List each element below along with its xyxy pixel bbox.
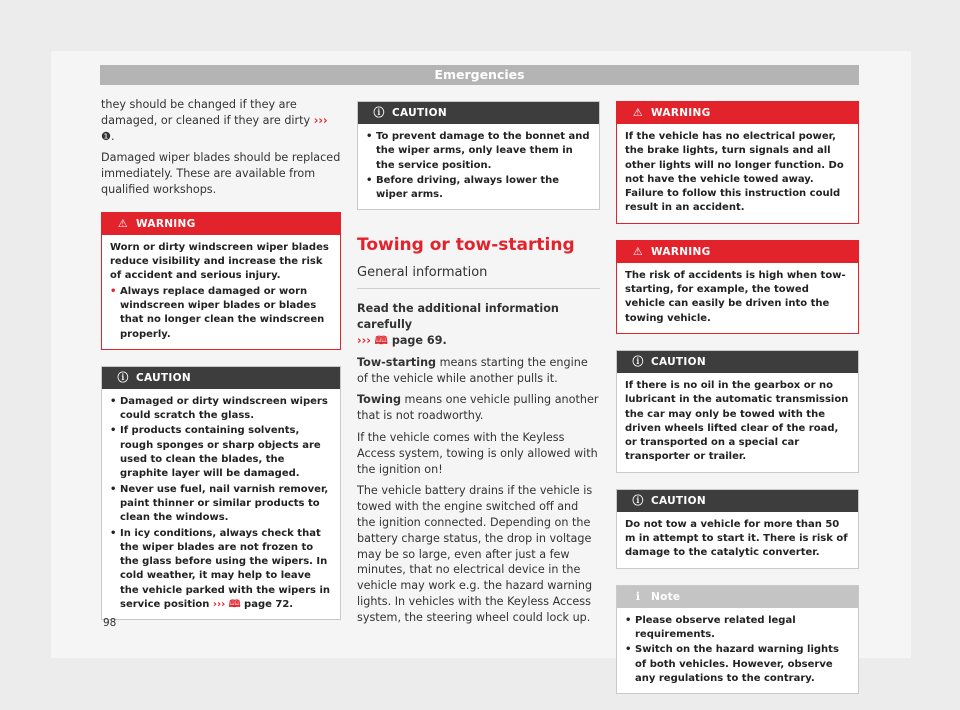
caution-header: ⓘ CAUTION	[102, 367, 340, 389]
note-header: ℹ Note	[617, 586, 858, 608]
caution-bullet: • Damaged or dirty windscreen wipers could scratch the glass.	[110, 395, 332, 424]
page-ref-link[interactable]: page 69	[391, 334, 443, 348]
warning-header: ⚠ WARNING	[617, 102, 858, 124]
section-title: Towing or tow-starting	[357, 235, 575, 256]
caution-circle-icon: ⓘ	[632, 354, 644, 368]
read-more: Read the additional information carefully ››› 🕮 page 69.	[357, 302, 559, 348]
page-ref-link[interactable]: page 72.	[244, 599, 294, 611]
caution-header: ⓘ CAUTION	[617, 351, 858, 373]
arrow-icon: ›››	[313, 113, 328, 127]
caution-bullet: • In icy conditions, always check that the wiper blades are not frozen to the glass before using the wipers. In cold weather, it may help to leave the vehicle parked with the wipers in service position ››› 🕮 page 72.	[110, 527, 332, 613]
column-1	[101, 97, 341, 636]
arrow-icon: ›››	[357, 334, 371, 348]
warning-header: ⚠ WARNING	[102, 213, 340, 235]
column-3	[616, 101, 859, 710]
paragraph: Damaged wiper blades should be replaced immediately. These are available from qualified workshops.	[101, 151, 341, 196]
caution-header: ⓘ CAUTION	[617, 490, 858, 512]
caution-bullet: • If products containing solvents, rough sponges or sharp objects are used to clean the blades, the graphite layer will be damaged.	[110, 424, 332, 481]
arrow-icon: ›››	[212, 599, 226, 611]
page-number: 98	[103, 617, 117, 629]
caution-box	[616, 489, 859, 569]
section-subtitle: General information	[357, 265, 600, 289]
warning-text: Worn or dirty windscreen wiper blades reduce visibility and increase the risk of accident and serious injury.	[110, 241, 329, 282]
caution-circle-icon: ⓘ	[373, 106, 385, 119]
warning-triangle-icon: ⚠	[117, 216, 129, 230]
caution-bullet: • Before driving, always lower the wiper arms.	[366, 174, 591, 203]
page-header: Emergencies	[100, 65, 859, 85]
paragraph: they should be changed if they are damaged, or cleaned if they are dirty ››› ❶.	[101, 98, 328, 143]
caution-box	[357, 101, 600, 210]
note-bullet: • Please observe related legal requirements.	[625, 614, 850, 643]
caution-box	[101, 366, 341, 620]
caution-circle-icon: ⓘ	[117, 370, 129, 384]
caution-header: ⓘ CAUTION	[358, 102, 599, 124]
warning-header: ⚠ WARNING	[617, 241, 858, 263]
caution-box	[616, 350, 859, 473]
paragraph: If the vehicle comes with the Keyless Access system, towing is only allowed with the ignition on!	[357, 431, 598, 476]
caution-bullet: • To prevent damage to the bonnet and the wiper arms, only leave them in the service position.	[366, 130, 591, 173]
warning-text: The risk of accidents is high when tow-starting, for example, the towed vehicle can easily be driven into the towing vehicle.	[625, 269, 846, 324]
warning-triangle-icon: ⚠	[632, 106, 644, 119]
warning-triangle-icon: ⚠	[632, 244, 644, 258]
book-icon: 🕮	[228, 599, 241, 611]
warning-bullet: • Always replace damaged or worn windscreen wiper blades or blades that no longer clean the windscreen properly.	[110, 285, 332, 342]
warning-box	[616, 101, 859, 224]
caution-circle-icon: ⓘ	[632, 493, 644, 507]
info-icon: ℹ	[635, 589, 641, 603]
caution-bullet: • Never use fuel, nail varnish remover, paint thinner or similar products to clean the windows.	[110, 483, 332, 526]
caution-text: If there is no oil in the gearbox or no lubricant in the automatic transmission the car may only be towed with the driven wheels lifted clear of the road, or transported on a special car transporter or trailer.	[625, 379, 849, 463]
note-box	[616, 585, 859, 694]
paragraph: Tow-starting means starting the engine of the vehicle while another pulls it.	[357, 355, 588, 385]
warning-text: If the vehicle has no electrical power, the brake lights, turn signals and all other lights will no longer function. Do not have the vehicle towed away. Failure to follow this instruction could result in an accident.	[625, 131, 844, 214]
warning-box	[101, 212, 341, 350]
note-bullet: • Switch on the hazard warning lights of both vehicles. However, observe any regulations to the contrary.	[625, 643, 850, 686]
column-2	[357, 101, 600, 632]
paragraph: Towing means one vehicle pulling another that is not roadworthy.	[357, 393, 599, 423]
warning-circle-icon: ❶	[101, 129, 112, 143]
paragraph: The vehicle battery drains if the vehicle is towed with the engine switched off and the ignition connected. Depending on the battery charge status, the drop in voltage may be so large, even after just a few minutes, that no electrical device in the vehicle may work e.g. the hazard warning lights. In vehicles with the Keyless Access system, the steering wheel could lock up.	[357, 484, 593, 624]
book-icon: 🕮	[374, 334, 388, 348]
warning-box	[616, 240, 859, 334]
caution-text: Do not tow a vehicle for more than 50 m in attempt to start it. There is risk of damage to the catalytic converter.	[625, 518, 848, 559]
